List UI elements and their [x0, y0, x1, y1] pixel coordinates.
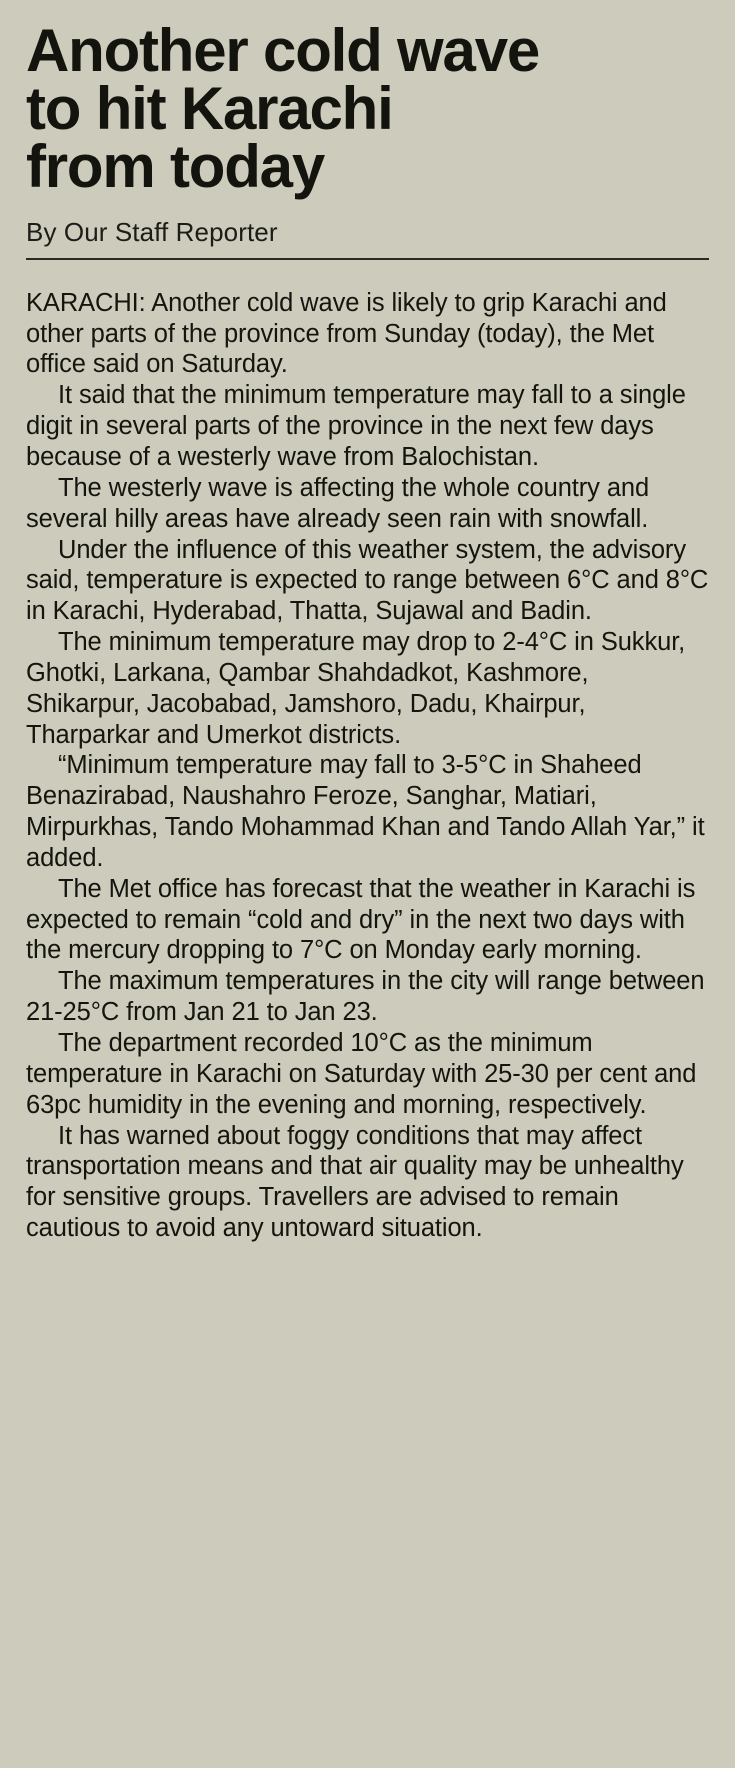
headline-line-2: to hit Karachi [26, 75, 393, 143]
article-paragraph: The Met office has forecast that the weather in Karachi is expected to remain “cold and dry” in the next two days with the mercury dropping to 7°C on Monday early morning. [26, 874, 696, 965]
article-paragraph: It has warned about foggy conditions that may affect transportation means and that air quality may be unhealthy for sensitive groups. Travellers are advised to remain cautious to avoid any untoward situation. [26, 1121, 684, 1243]
article-body [26, 288, 709, 1244]
article-paragraph: The westerly wave is affecting the whole country and several hilly areas have already seen rain with snowfall. [26, 473, 650, 533]
article-paragraph: The department recorded 10°C as the minimum temperature in Karachi on Saturday with 25-30 per cent and 63pc humidity in the evening and morning, respectively. [26, 1029, 697, 1119]
article-paragraph: The minimum temperature may drop to 2-4°C in Sukkur, Ghotki, Larkana, Qambar Shahdadkot, Kashmore, Shikarpur, Jacobabad, Jamshoro, Dadu, Khairpur, Tharparkar and Umerkot districts. [26, 628, 686, 749]
page-title [26, 17, 666, 201]
headline-line-1: Another cold wave [26, 17, 540, 84]
article-paragraph: The maximum temperatures in the city will range between 21-25°C from Jan 21 to Jan 23. [26, 967, 705, 1027]
byline: By Our Staff Reporter [26, 216, 278, 247]
article-paragraph: It said that the minimum temperature may fall to a single digit in several parts of the province in the next few days because of a westerly wave from Balochistan. [26, 381, 686, 471]
headline-line-3: from today [26, 133, 325, 201]
article-paragraph: KARACHI: Another cold wave is likely to grip Karachi and other parts of the province from Sunday (today), the Met office said on Saturday. [26, 288, 667, 379]
article-paragraph: “Minimum temperature may fall to 3-5°C in Shaheed Benazirabad, Naushahro Feroze, Sanghar, Matiari, Mirpurkhas, Tando Mohammad Khan and Tando Allah Yar,” it added. [26, 751, 705, 872]
header-divider [26, 258, 709, 260]
article-paragraph: Under the influence of this weather system, the advisory said, temperature is expected to range between 6°C and 8°C in Karachi, Hyderabad, Thatta, Sujawal and Badin. [26, 535, 709, 626]
